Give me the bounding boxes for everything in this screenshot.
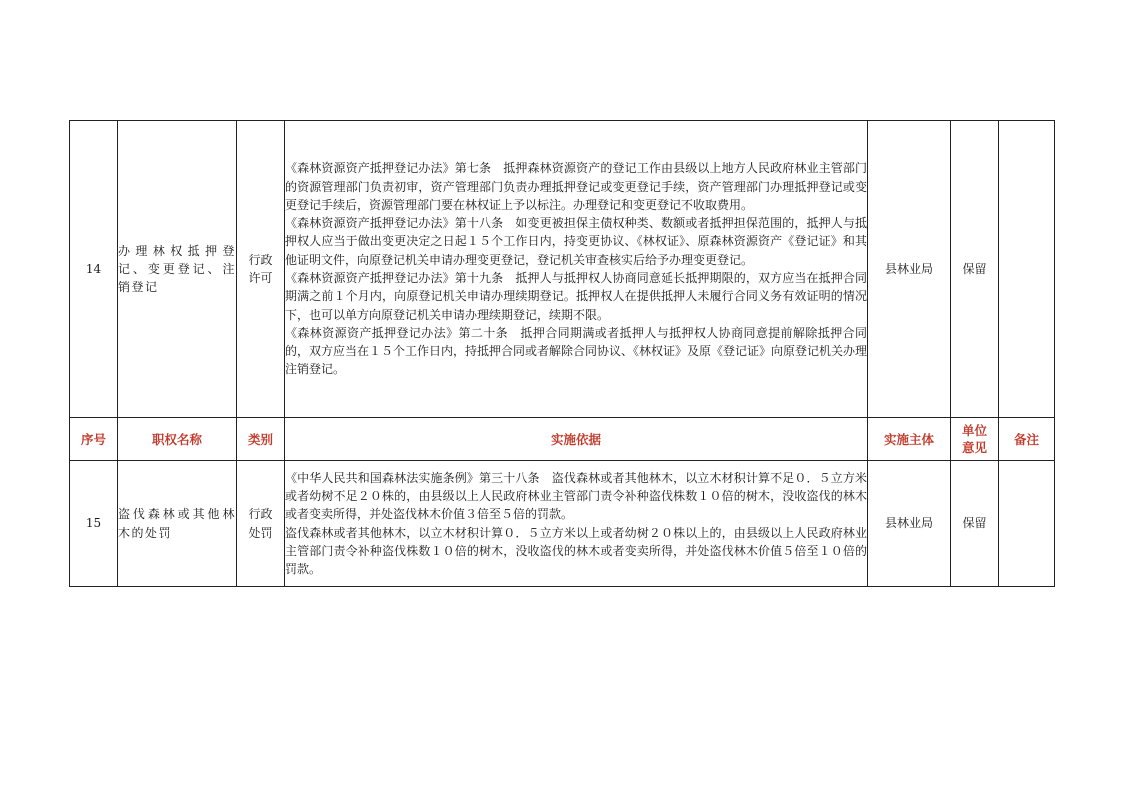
table-header-row [70,418,1055,461]
header-type: 类别 [237,418,285,461]
header-opinion-line-2: 意见 [961,440,987,455]
category-line-2: 处罚 [248,525,273,540]
header-basis: 实施依据 [285,418,868,461]
seq-cell: 15 [70,461,118,587]
subject-cell: 县林业局 [868,121,951,418]
remark-cell [999,461,1055,587]
category-cell [237,461,285,587]
basis-cell [285,461,868,587]
header-opinion [951,418,999,461]
seq-cell: 14 [70,121,118,418]
basis-paragraph: 《森林资源资产抵押登记办法》第十九条 抵押人与抵押权人协商同意延长抵押期限的，双方应当在抵押合同期满之前１个月内，向原登记机关申请办理续期登记。抵押权人在提供抵押人未履行合同义务有效证明的情况下，也可以单方向原登记机关申请办理续期登记，续期不限。 [285,271,867,322]
header-opinion-line-1: 单位 [961,423,987,438]
category-line-1: 行政 [248,507,273,522]
table-row [70,461,1055,587]
authority-name-cell: 办理林权抵押登记、变更登记、注销登记 [118,121,237,418]
category-line-1: 行政 [248,252,273,267]
basis-paragraph: 盗伐森林或者其他林木，以立木材积计算０．５立方米以上或者幼树２０株以上的，由县级以上人民政府林业主管部门责令补种盗伐株数１０倍的树木，没收盗伐的林木或者变卖所得，并处盗伐林木价值５倍至１０倍的罚款。 [285,525,867,577]
remark-cell [999,121,1055,418]
category-line-2: 许可 [248,271,273,285]
table-row [70,121,1055,418]
header-seq: 序号 [70,418,118,461]
basis-paragraph: 《中华人民共和国森林法实施条例》第三十八条 盗伐森林或者其他林木，以立木材积计算不足０．５立方米或者幼树不足２０株的，由县级以上人民政府林业主管部门责令补种盗伐株数１０倍的树木，没收盗伐的林木或者变卖所得，并处盗伐林木价值３倍至５倍的罚款。 [285,470,867,522]
category-cell [237,121,285,418]
header-remark: 备注 [999,418,1055,461]
authority-name-cell: 盗伐森林或其他林木的处罚 [118,461,237,587]
authority-list-table [69,120,1055,587]
basis-paragraph: 《森林资源资产抵押登记办法》第二十条 抵押合同期满或者抵押人与抵押权人协商同意提前解除抵押合同的，双方应当在１５个工作日内，持抵押合同或者解除合同协议、《林权证》及原《登记证》向原登记机关办理注销登记。 [285,325,868,377]
opinion-cell: 保留 [951,461,999,587]
basis-cell [285,121,868,418]
subject-cell: 县林业局 [868,461,951,587]
header-subject: 实施主体 [868,418,951,461]
opinion-cell: 保留 [951,121,999,418]
basis-paragraph: 《森林资源资产抵押登记办法》第七条 抵押森林资源资产的登记工作由县级以上地方人民政府林业主管部门的资源管理部门负责初审，资产管理部门负责办理抵押登记或变更登记手续，资产管理部门办理抵押登记或变更登记手续后，资源管理部门要在林权证上予以标注。办理登记和变更登记不收取费用。 [285,161,867,212]
header-name: 职权名称 [118,418,237,461]
basis-paragraph: 《森林资源资产抵押登记办法》第十八条 如变更被担保主债权种类、数额或者抵押担保范围的，抵押人与抵押权人应当于做出变更决定之日起１５个工作日内，持变更协议、《林权证》、原森林资源资产《登记证》和其他证明文件，向原登记机关申请办理变更登记，登记机关审查核实后给予办理变更登记。 [285,216,867,267]
